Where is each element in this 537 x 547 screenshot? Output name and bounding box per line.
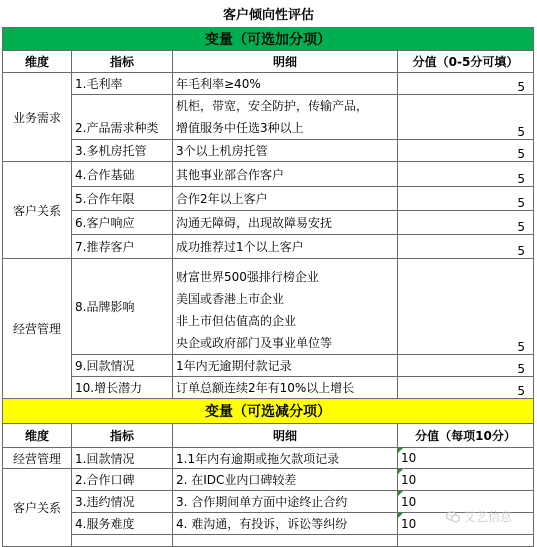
error-indicator-icon xyxy=(398,469,403,474)
detail-line: 财富世界500强排行榜企业 xyxy=(176,270,319,284)
score-cell[interactable]: 5 xyxy=(398,140,534,162)
detail-cell[interactable]: 订单总额连续2年有10%以上增长 xyxy=(173,377,398,399)
detail-cell[interactable] xyxy=(173,259,398,355)
watermark xyxy=(446,508,512,525)
indicator-cell[interactable]: 2.合作口碑 xyxy=(72,469,173,491)
page-title: 客户倾向性评估 xyxy=(222,8,314,23)
score-value: 10 xyxy=(401,494,417,509)
evaluation-table xyxy=(2,27,534,547)
table-row xyxy=(3,259,534,355)
detail-cell[interactable]: 年毛利率≥40% xyxy=(173,73,398,95)
add-section-title[interactable]: 变量（可选加分项） xyxy=(3,28,534,51)
header-indicator[interactable]: 指标 xyxy=(72,51,173,73)
detail-line: 央企或政府部门及事业单位等 xyxy=(176,336,333,350)
detail-cell[interactable]: 3. 合作期间单方面中途终止合约 xyxy=(173,491,398,513)
detail-cell[interactable] xyxy=(173,535,398,547)
detail-cell[interactable]: 2. 在IDC业内口碑较差 xyxy=(173,469,398,491)
error-indicator-icon xyxy=(398,491,403,496)
detail-cell[interactable]: 4. 难沟通，有投诉，诉讼等纠纷 xyxy=(173,513,398,535)
indicator-cell[interactable]: 9.回款情况 xyxy=(72,355,173,377)
indicator-cell[interactable]: 7.推荐客户 xyxy=(72,235,173,259)
detail-cell[interactable]: 合作2年以上客户 xyxy=(173,187,398,211)
add-header-row xyxy=(3,51,534,73)
header-score[interactable]: 分值（0-5分可填） xyxy=(398,51,534,73)
score-cell[interactable]: 5 xyxy=(398,355,534,377)
dim-cell[interactable]: 经营管理 xyxy=(3,259,72,399)
score-cell[interactable] xyxy=(398,448,534,469)
sub-header-row xyxy=(3,424,534,448)
header-dim[interactable]: 维度 xyxy=(3,424,72,448)
table-row xyxy=(3,187,534,211)
header-detail[interactable]: 明细 xyxy=(173,424,398,448)
table-row xyxy=(3,535,534,547)
detail-line: 增值服务中任选3种以上 xyxy=(176,121,304,135)
table-row xyxy=(3,448,534,469)
indicator-cell[interactable]: 8.品牌影响 xyxy=(72,259,173,355)
detail-line: 美国或香港上市企业 xyxy=(176,292,285,306)
score-cell[interactable]: 5 xyxy=(398,187,534,211)
indicator-cell[interactable]: 6.客户响应 xyxy=(72,211,173,235)
score-cell[interactable]: 5 xyxy=(398,377,534,399)
sub-section-band xyxy=(3,399,534,424)
score-cell[interactable] xyxy=(398,535,534,547)
error-indicator-icon xyxy=(398,448,403,453)
score-value: 10 xyxy=(401,516,417,531)
detail-cell[interactable]: 1.1年内有逾期或拖欠款项记录 xyxy=(173,448,398,469)
indicator-cell[interactable]: 4.合作基础 xyxy=(72,162,173,187)
wechat-icon xyxy=(446,510,460,524)
indicator-cell[interactable]: 4.服务难度 xyxy=(72,513,173,535)
table-row xyxy=(3,377,534,399)
score-cell[interactable]: 5 xyxy=(398,235,534,259)
header-detail[interactable]: 明细 xyxy=(173,51,398,73)
dim-cell[interactable]: 经营管理 xyxy=(3,448,72,469)
indicator-cell[interactable] xyxy=(72,535,173,547)
detail-cell[interactable] xyxy=(173,95,398,140)
indicator-cell[interactable]: 10.增长潜力 xyxy=(72,377,173,399)
watermark-text: 艾艺信息 xyxy=(464,510,513,524)
indicator-cell[interactable]: 5.合作年限 xyxy=(72,187,173,211)
indicator-cell[interactable]: 1.毛利率 xyxy=(72,73,173,95)
indicator-cell[interactable]: 1.回款情况 xyxy=(72,448,173,469)
table-row xyxy=(3,140,534,162)
score-cell[interactable]: 5 xyxy=(398,211,534,235)
error-indicator-icon xyxy=(398,513,403,518)
table-row xyxy=(3,73,534,95)
header-score[interactable]: 分值（每项10分） xyxy=(398,424,534,448)
table-row xyxy=(3,95,534,140)
detail-cell[interactable]: 其他事业部合作客户 xyxy=(173,162,398,187)
indicator-cell[interactable]: 2.产品需求种类 xyxy=(72,95,173,140)
detail-cell[interactable]: 沟通无障碍，出现故障易安抚 xyxy=(173,211,398,235)
detail-line: 非上市但估值高的企业 xyxy=(176,314,297,328)
table-row xyxy=(3,355,534,377)
dim-cell[interactable]: 业务需求 xyxy=(3,73,72,162)
score-cell[interactable] xyxy=(398,469,534,491)
detail-cell[interactable]: 1年内无逾期付款记录 xyxy=(173,355,398,377)
score-value: 10 xyxy=(401,472,417,487)
table-row xyxy=(3,211,534,235)
score-cell[interactable]: 5 xyxy=(398,259,534,355)
table-row xyxy=(3,162,534,187)
indicator-cell[interactable]: 3.违约情况 xyxy=(72,491,173,513)
header-indicator[interactable]: 指标 xyxy=(72,424,173,448)
score-cell[interactable]: 5 xyxy=(398,73,534,95)
header-dim[interactable]: 维度 xyxy=(3,51,72,73)
add-section-band xyxy=(3,28,534,51)
dim-cell[interactable]: 客户关系 xyxy=(3,469,72,547)
dim-cell[interactable]: 客户关系 xyxy=(3,162,72,259)
table-row xyxy=(3,469,534,491)
detail-cell[interactable]: 成功推荐过1个以上客户 xyxy=(173,235,398,259)
score-cell[interactable]: 5 xyxy=(398,95,534,140)
indicator-cell[interactable]: 3.多机房托管 xyxy=(72,140,173,162)
score-cell[interactable]: 5 xyxy=(398,162,534,187)
score-value: 10 xyxy=(401,451,417,465)
detail-cell[interactable]: 3个以上机房托管 xyxy=(173,140,398,162)
sub-section-title[interactable]: 变量（可选减分项） xyxy=(3,399,534,424)
detail-line: 机柜，带宽，安全防护，传输产品， xyxy=(176,99,369,113)
table-row xyxy=(3,235,534,259)
